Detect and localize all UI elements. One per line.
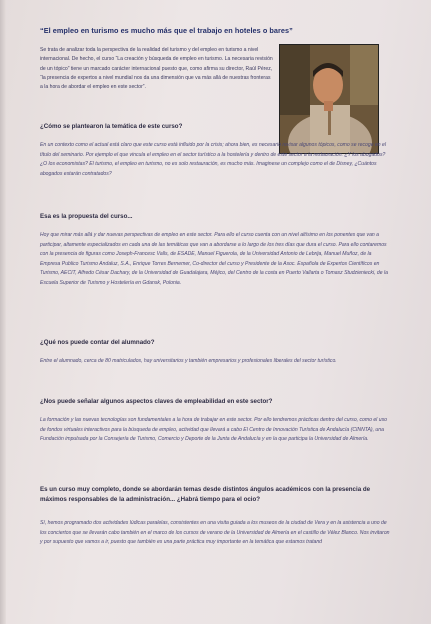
question-4: ¿Nos puede señalar algunos aspectos claves de empleabilidad en este sector? [40, 398, 273, 405]
intro-paragraph: Se trata de analizar toda la perspectiva de la realidad del turismo y del empleo en turismo a nivel internacional. De hecho, el curso “La creación y búsqueda de empleo en turismo. La necesaria revisión de un tópico” tiene un marcado carácter internacional puesto que, como afirma su director, Raúl Pérez, “la presencia de expertos a nivel mundial nos da una dimensión que va más allá de nuestras fronteras a la hora de abordar el empleo en este sector”. [40, 47, 273, 91]
question-5: Es un curso muy completo, donde se abordarán temas desde distintos ángulos académicos con la presencia de máximos responsables de la administración... ¿Habrá tiempo para el ocio? [40, 486, 371, 503]
answer-1: En un contexto como el actual está claro que este curso está influido por la crisis; ahora bien, es necesario revisar algunos tópicos, como se recoge en el título del seminario. Por ejemplo el que vincula el empleo en el sector turístico a la hostelería y dentro de este sector a la restauración. ¿Y los abogados? ¿O los economistas? El turismo, el empleo en turismo, no es solo restauración, es mucho más. Imaginese un complejo como el de Disney, ¿Cuántos abogados estarán contratados? [40, 142, 386, 177]
question-3: ¿Qué nos puede contar del alumnado? [40, 339, 155, 346]
article-title: “El empleo en turismo es mucho más que el trabajo en hoteles o bares” [40, 26, 293, 35]
question-2: Esa es la propuesta del curso... [40, 213, 133, 220]
answer-5: Sí, hemos programado dos actividades lúdicas paralelas, consistentes en una visita guiada a los museos de la ciudad de Vera y en la asistencia a uno de los conciertos que se llevarán cabo también en el marco de los cursos de verano de la Universidad de Almería en el castillo de Vélez Blanco. Nos invitaron y por supuesto que vamos a ir, puesto que también es una parte práctica muy importante en la temática que estamos tratand [40, 520, 390, 545]
answer-4: La formación y las nuevas tecnologías son fundamentales a la hora de trabajar en este sector. Por ello tendremos prácticas dentro del curso, como el uso de fondos virtuales interactivos para la búsqueda de empleo, actividad que llevará a cabo El Centro de Innovación Turística de Andalucía (CINNTA), una Fundación impulsada por la Consejería de Turismo, Comercio y Deporte de la Junta de Andalucía y en la que participa la Universidad de Almería. [40, 417, 387, 442]
author-photo [279, 44, 379, 154]
answer-3: Entre el alumnado, cerca de 80 matriculados, hay universitarios y también empresarios y profesionales liberales del sector turístico. [40, 358, 337, 364]
portrait-image [280, 45, 378, 153]
question-1: ¿Cómo se plantearon la temática de este curso? [40, 123, 183, 130]
answer-2: Hoy que mirar más allá y dar nuevas perspectivas de empleo en este sector. Para ello el curso cuenta con un nivel altísimo en los ponentes que van a participar, altamente especializados en cada una de las temáticas que van a abordarse a lo largo de los tres días que dura el curso. Para ello contaremos con la presencia de figuras como Joseph-Francesc Valls, de ESADE, Manuel Figuerola, de la Universidad Antonio de Lebrija, Manuel Muñoz, de la Empresa Publico Turismo Andaluz, S.A., Enrique Torres Bernemer, Co-director del curso y Presidente de la Asoc. Española de Expertos Científicos en Turismo, AECIT, Alfredo César Dachary, de la Universidad de Guadalajara, Méjico, del Centro de la costa en Puerto Vallarta o Tomasz Studzieniecki, de la Escuela Superior de Turismo y Hostelería en Gdansk, Polonia. [40, 232, 388, 286]
